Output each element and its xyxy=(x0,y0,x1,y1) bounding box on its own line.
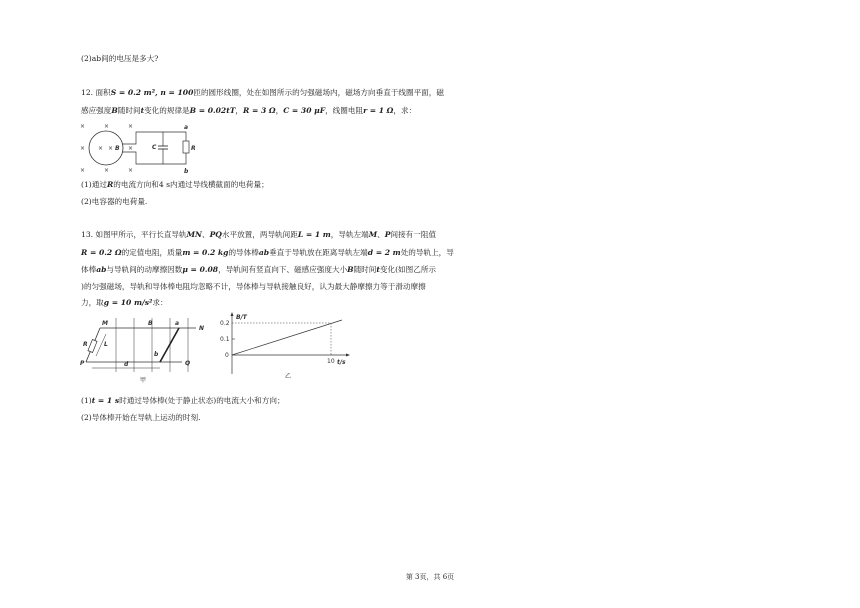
label-B: B xyxy=(115,145,120,152)
label-d: d xyxy=(124,361,129,368)
q13-fig1-caption: 甲 xyxy=(140,377,147,384)
svg-text:×: × xyxy=(104,167,110,174)
svg-text:×: × xyxy=(104,123,110,130)
q13-line5: 力，取g = 10 m/s²求： xyxy=(81,298,168,307)
svg-text:×: × xyxy=(128,123,134,130)
q12-part1: (1)通过R的电流方向和4 s内通过导线横截面的电荷量； xyxy=(81,180,269,189)
label-b: b xyxy=(154,351,159,358)
q13-rails-figure xyxy=(78,314,208,374)
q13-line4: )的匀强磁场，导轨和导体棒电阻均忽略不计，导体棒与导轨接触良好，认为最大静摩擦力等于滑动摩擦 xyxy=(81,282,426,291)
y-axis-label: B/T xyxy=(236,314,247,321)
q12-part2: (2)电容器的电荷量. xyxy=(81,197,148,206)
q13-line2: R = 0.2 Ω的定值电阻，质量m = 0.2 kg的导体棒ab垂直于导轨放在距离导轨左端d = 2 m处的导轨上，导 xyxy=(81,248,454,257)
svg-text:×: × xyxy=(80,145,86,152)
svg-text:×: × xyxy=(128,145,134,152)
resistor-R xyxy=(183,141,189,153)
label-b: b xyxy=(184,168,189,175)
label-P: P xyxy=(80,360,85,367)
label-N: N xyxy=(199,325,205,332)
q13-bt-graph xyxy=(220,312,350,380)
label-R: R xyxy=(191,145,196,152)
q11-part2-text: (2)ab间的电压是多大? xyxy=(81,54,159,63)
q13-part2: (2)导体棒开始在导轨上运动的时刻. xyxy=(81,413,201,422)
tick-label-10: 10 xyxy=(327,358,335,365)
q13-part1: (1)t = 1 s时通过导体棒(处于静止状态)的电流大小和方向； xyxy=(81,396,285,405)
page-footer: 第 3页，共 6页 xyxy=(405,573,455,581)
label-L: L xyxy=(104,341,108,348)
svg-text:×: × xyxy=(98,145,104,152)
fig2-caption: 乙 xyxy=(285,373,292,380)
tick-label-02: 0.2 xyxy=(220,320,230,327)
resistor-R xyxy=(88,340,97,353)
tick-label-0: 0 xyxy=(225,352,229,359)
coil-cross: × xyxy=(108,145,114,152)
svg-text:×: × xyxy=(80,167,86,174)
q13-line3: 体棒ab与导轨间的动摩擦因数μ = 0.08，导轨间有竖直向下、磁感应强度大小B随时间t变化(如图乙所示 xyxy=(81,265,437,274)
label-M: M xyxy=(102,320,108,327)
q13-line1: 13. 如图甲所示，平行长直导轨MN、PQ水平放置，两导轨间距L = 1 m，导轨左端M、P间接有一阻值 xyxy=(81,230,437,239)
label-C: C xyxy=(152,144,157,151)
y-axis-arrow xyxy=(231,312,234,316)
x-axis-arrow xyxy=(346,354,350,357)
label-R: R xyxy=(83,341,88,348)
q12-line1: 12. 面积S = 0.2 m², n = 100匝的圆形线圈，处在如图所示的匀强磁场内，磁场方向垂直于线圈平面，磁 xyxy=(81,88,444,97)
svg-text:×: × xyxy=(128,167,134,174)
label-B: B xyxy=(148,320,153,327)
x-axis-label: t/s xyxy=(337,359,346,366)
label-a: a xyxy=(175,320,180,327)
svg-text:×: × xyxy=(80,123,86,130)
tick-label-01: 0.1 xyxy=(220,336,230,343)
q12-line2: 感应强度B随时间t变化的规律是B = 0.02tT，R = 3 Ω，C = 30 μF，线圈电阻r = 1 Ω，求： xyxy=(81,106,417,115)
rod-ab xyxy=(160,328,179,362)
label-a: a xyxy=(184,124,189,131)
bt-line xyxy=(232,320,342,355)
label-Q: Q xyxy=(185,360,191,367)
q12-coil-circuit-figure xyxy=(78,120,198,178)
